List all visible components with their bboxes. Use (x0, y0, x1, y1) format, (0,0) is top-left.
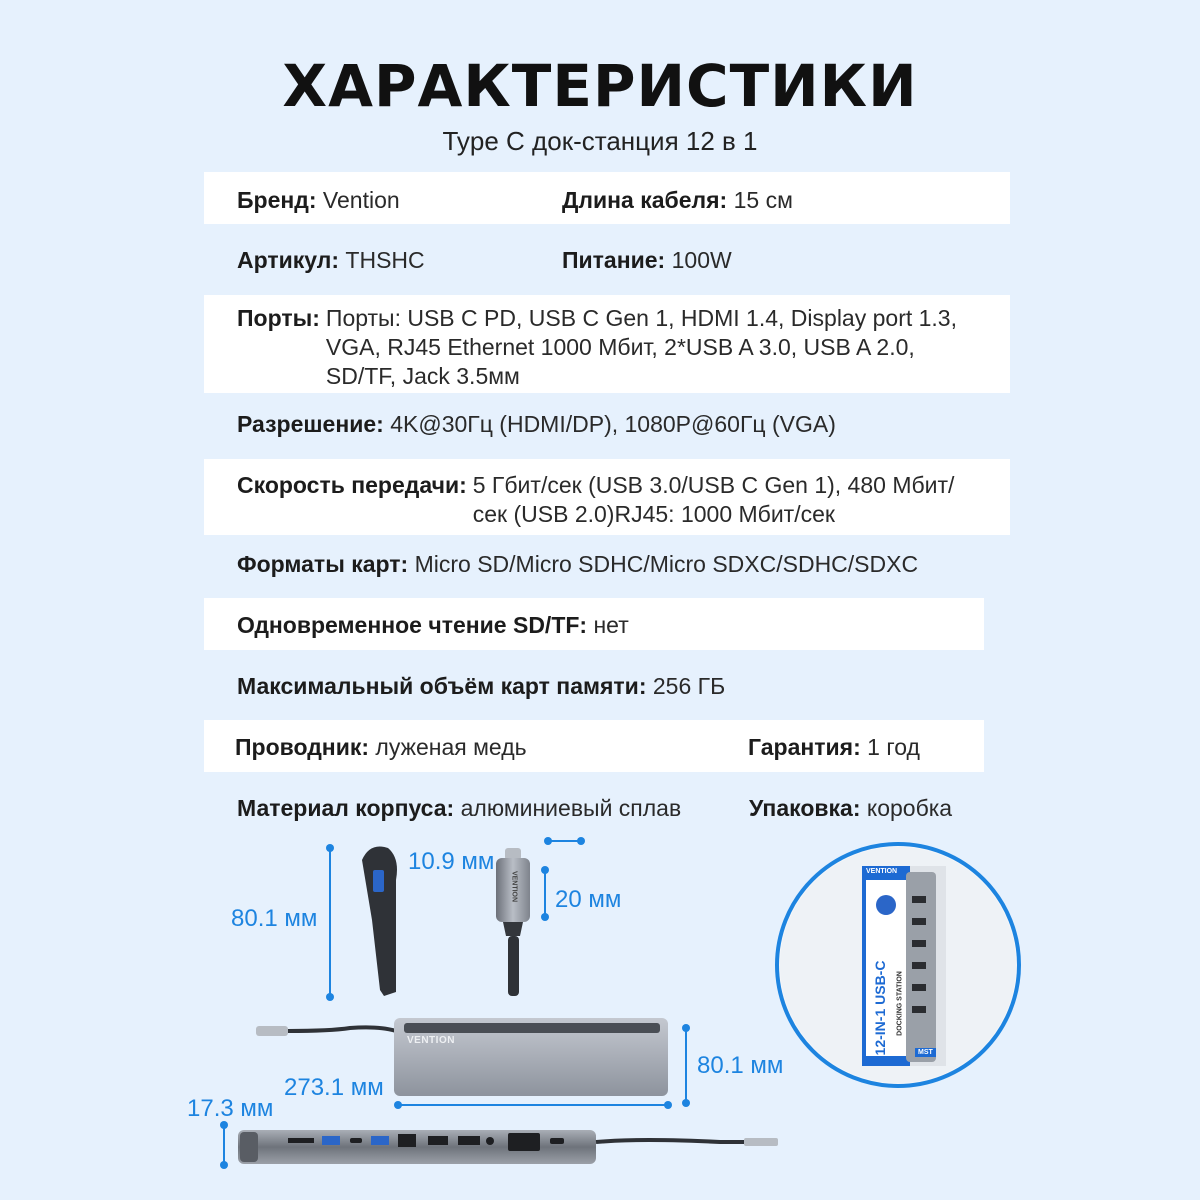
box-side-subtext: DOCKING STATION (896, 971, 904, 1036)
spec-value: нет (593, 612, 629, 638)
spec-value: 4K@30Гц (HDMI/DP), 1080P@60Гц (VGA) (390, 411, 836, 437)
hub-port-side-view (238, 1130, 778, 1164)
spec-label: Одновременное чтение SD/TF: (237, 612, 588, 638)
connector-height-dimension (541, 866, 549, 921)
spec-value: коробка (866, 795, 953, 821)
spec-value: алюминиевый сплав (460, 795, 682, 821)
spec-label: Форматы карт: (237, 551, 409, 577)
box-badge: MST (915, 1048, 936, 1057)
spec-label: Порты: (237, 305, 320, 331)
page-title: ХАРАКТЕРИСТИКИ (282, 52, 918, 120)
connector-width-dimension (544, 837, 585, 845)
front-height-label: 80.1 мм (697, 1052, 784, 1079)
spec-label: Упаковка: (749, 795, 861, 821)
spec-label: Проводник: (235, 734, 370, 760)
thickness-dimension (220, 1121, 228, 1169)
length-dimension (394, 1101, 672, 1109)
box-brand-label: VENTION (866, 868, 898, 875)
spec-label: Материал корпуса: (237, 795, 455, 821)
spec-label: Гарантия: (748, 734, 861, 760)
length-label: 273.1 мм (284, 1074, 384, 1101)
side-height-label: 80.1 мм (231, 905, 318, 932)
page-subtitle: Type C док-станция 12 в 1 (442, 126, 758, 156)
connector-height-label: 20 мм (555, 886, 622, 913)
spec-value: 5 Гбит/сек (USB 3.0/USB C Gen 1), 480 Мбит/сек (USB 2.0)RJ45: 1000 Мбит/сек (472, 472, 955, 527)
spec-label: Питание: (562, 247, 666, 273)
spec-value: Порты: USB C PD, USB C Gen 1, HDMI 1.4, Display port 1.3, VGA, RJ45 Ethernet 1000 Мбит, 2*USB A 3.0, USB A 2.0, SD/TF, Jack 3.5мм (325, 305, 957, 389)
side-profile-view (362, 847, 397, 997)
spec-value: 15 см (733, 187, 793, 213)
spec-value: луженая медь (375, 734, 527, 760)
spec-value: Micro SD/Micro SDHC/Micro SDXC/SDHC/SDXC (414, 551, 919, 577)
connector-width-label: 10.9 мм (408, 848, 495, 875)
front-height-dimension (682, 1024, 690, 1107)
spec-value: 100W (671, 247, 732, 273)
side-height-dimension (326, 844, 334, 1001)
hub-brand-mark: VENTION (407, 1035, 455, 1046)
connector-brand-mark: VENTION (510, 870, 518, 903)
spec-value: THSHC (345, 247, 425, 273)
box-side-text: 12-IN-1 USB-C (872, 960, 888, 1056)
spec-label: Разрешение: (237, 411, 384, 437)
spec-label: Артикул: (237, 247, 340, 273)
spec-value: 1 год (867, 734, 920, 760)
spec-label: Максимальный объём карт памяти: (237, 673, 647, 699)
spec-label: Длина кабеля: (562, 187, 728, 213)
spec-label: Бренд: (237, 187, 317, 213)
thickness-label: 17.3 мм (187, 1095, 274, 1122)
spec-label: Скорость передачи: (237, 472, 467, 498)
spec-value: Vention (322, 187, 400, 213)
spec-value: 256 ГБ (652, 673, 726, 699)
